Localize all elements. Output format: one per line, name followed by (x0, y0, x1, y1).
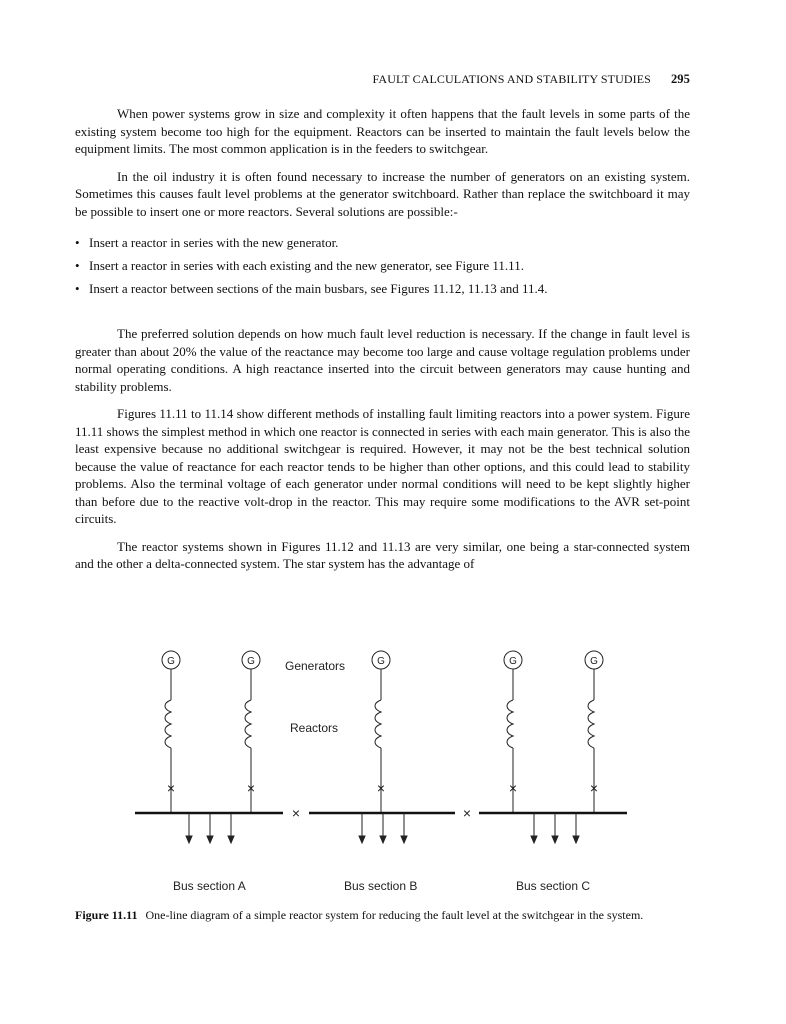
running-title: FAULT CALCULATIONS AND STABILITY STUDIES (372, 72, 651, 86)
generator-symbol (162, 651, 180, 669)
reactor-coil (588, 700, 594, 748)
breaker-icon: × (166, 780, 176, 796)
reactors-label: Reactors (290, 721, 339, 735)
list-item (75, 280, 690, 297)
bullet-icon: • (75, 258, 80, 273)
generator-symbol (242, 651, 260, 669)
feeder-arrow-icon (531, 836, 537, 843)
generator-label: G (590, 656, 598, 667)
bus-section-a-label: Bus section A (173, 879, 246, 893)
figure-caption-label: Figure 11.11 (75, 908, 138, 922)
reactor-coil (165, 700, 171, 748)
figure-caption-text: One-line diagram of a simple reactor system for reducing the fault level at the switchgear in the system. (145, 908, 644, 922)
breaker-icon: × (589, 780, 599, 796)
reactor-coil (375, 700, 381, 748)
feeder-arrow-icon (573, 836, 579, 843)
bullet-list (75, 234, 690, 297)
breaker-icon: × (508, 780, 518, 796)
list-item-text: Insert a reactor in series with the new generator. (89, 235, 339, 250)
generator-label: G (509, 656, 517, 667)
generator-label: G (377, 656, 385, 667)
generator-symbol (585, 651, 603, 669)
list-item-text: Insert a reactor in series with each existing and the new generator, see Figure 11.11. (89, 258, 524, 273)
bullet-icon: • (75, 281, 80, 296)
feeder-arrow-icon (380, 836, 386, 843)
reactor-coil (507, 700, 513, 748)
bullet-icon: • (75, 235, 80, 250)
feeder-arrow-icon (552, 836, 558, 843)
bus-section-c-label: Bus section C (516, 879, 591, 893)
bus-section-breaker-icon: × (291, 805, 301, 821)
feeder-arrow-icon (359, 836, 365, 843)
generator-symbol (372, 651, 390, 669)
body-text (75, 105, 690, 583)
page-number: 295 (670, 72, 690, 86)
bus-section-breaker-icon: × (462, 805, 472, 821)
generator-label: G (167, 656, 175, 667)
list-item (75, 257, 690, 274)
paragraph: The reactor systems shown in Figures 11.12 and 11.13 are very similar, one being a star-connected system and the other a delta-connected system. The star system has the advantage of (75, 538, 690, 571)
bus-section-b-label: Bus section B (344, 879, 418, 893)
paragraph: In the oil industry it is often found necessary to increase the number of generators on an existing system. Sometimes this causes fault level problems at the generator switchboard. Rather than replace the switchboard it may be possible to insert one or more reactors. Several solutions are possible:- (75, 168, 690, 219)
generator-label: G (247, 656, 255, 667)
generators-label: Generators (285, 659, 346, 673)
generator-symbol (504, 651, 522, 669)
feeder-arrow-icon (228, 836, 234, 843)
paragraph: The preferred solution depends on how much fault level reduction is necessary. If the change in fault level is greater than about 20% the value of the reactance may become too large and cause voltage regulation problems under normal operating conditions. A high reactance inserted into the circuit between generators may cause hunting and stability problems. (75, 326, 690, 394)
list-item-text: Insert a reactor between sections of the main busbars, see Figures 11.12, 11.13 and 11.4. (89, 281, 548, 296)
paragraph: When power systems grow in size and complexity it often happens that the fault levels in some parts of the existing system become too high for the equipment. Reactors can be inserted to maintain the fault levels below the equipment limits. The most common application is in the feeders to switchgear. (75, 106, 690, 156)
feeder-arrow-icon (186, 836, 192, 843)
breaker-icon: × (376, 780, 386, 796)
running-header (75, 72, 690, 87)
breaker-icon: × (246, 780, 256, 796)
list-item (75, 234, 690, 251)
feeder-arrow-icon (401, 836, 407, 843)
feeder-arrow-icon (207, 836, 213, 843)
paragraph: Figures 11.11 to 11.14 show different methods of installing fault limiting reactors into a power system. Figure 11.11 shows the simplest method in which one reactor is connected in series with each main generator. This is also the least expensive because no additional switchgear is required. However, it may not be the best technical solution because the value of reactance for each reactor tends to be higher than other options, and this could lead to stability problems. Also the terminal voltage of each generator under normal conditions will need to be kept slightly higher than before due to the reactive volt-drop in the reactor. This may require some modifications to the AVR set-point circuits. (75, 406, 690, 526)
reactor-coil (245, 700, 251, 748)
figure-caption (75, 907, 690, 924)
